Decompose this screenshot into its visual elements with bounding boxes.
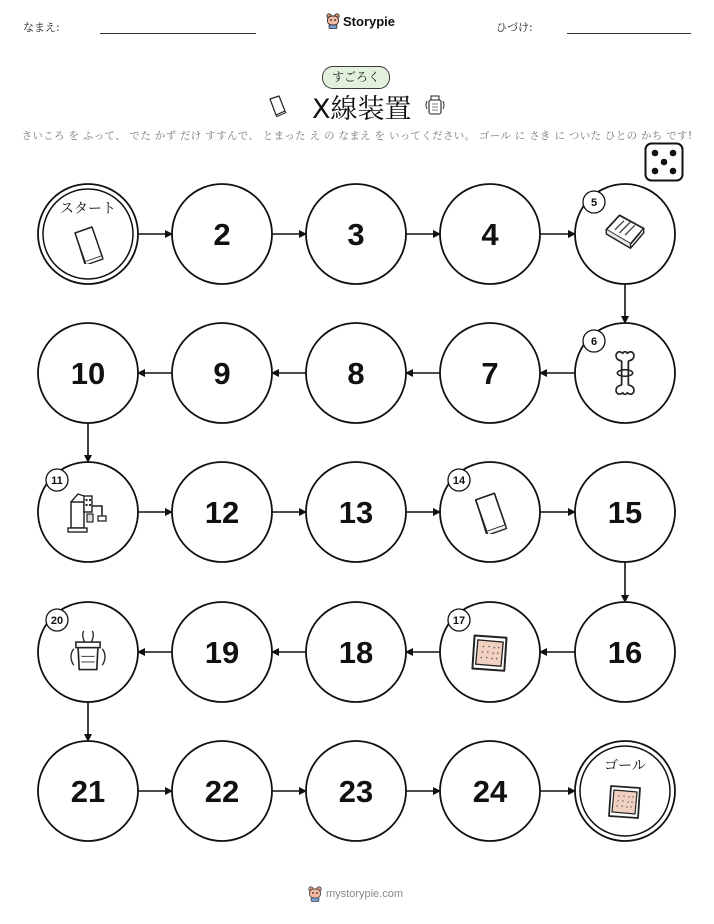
detector-panel-icon: [472, 636, 506, 671]
space-number: 21: [70, 774, 106, 809]
board-space-4: [440, 184, 540, 284]
space-number-badge-text: 20: [50, 615, 64, 627]
space-number: 2: [213, 217, 231, 252]
board-space-23: [306, 741, 406, 841]
board-space-22: [172, 741, 272, 841]
space-number: 24: [472, 774, 508, 809]
space-number-badge-text: 5: [590, 197, 598, 209]
space-number: 7: [481, 356, 499, 391]
space-number: 19: [204, 635, 240, 670]
goal-label: ゴール: [604, 758, 646, 774]
space-number: 10: [70, 356, 106, 391]
goal-space: [575, 741, 675, 841]
board-space-6: [575, 323, 675, 423]
board-space-19: [172, 602, 272, 702]
space-number: 22: [204, 774, 240, 809]
name-label: なまえ:: [23, 21, 60, 34]
space-number: 8: [347, 356, 365, 391]
board-space-11: [38, 462, 138, 562]
space-number: 18: [338, 635, 374, 670]
date-label: ひづけ:: [496, 21, 533, 34]
space-number-badge-text: 17: [452, 615, 466, 627]
board-space-12: [172, 462, 272, 562]
board-space-2: [172, 184, 272, 284]
board-space-21: [38, 741, 138, 841]
brand-name: Storypie: [343, 13, 396, 29]
space-number: 4: [481, 217, 499, 252]
instructions-text: さいころ を ふって、 でた かず だけ すすんで、 とまった え の なまえ を いってください。 ゴール に さき に ついた ひとの かち です!: [21, 130, 693, 142]
page-title: X線装置: [312, 94, 412, 125]
space-number: 13: [338, 495, 374, 530]
space-number-badge-text: 6: [590, 336, 598, 348]
board-space-10: [38, 323, 138, 423]
board-space-20: [38, 602, 138, 702]
board-space-17: [440, 602, 540, 702]
board-space-8: [306, 323, 406, 423]
board-space-13: [306, 462, 406, 562]
space-number: 16: [607, 635, 643, 670]
board-space-3: [306, 184, 406, 284]
space-number-badge-text: 11: [51, 475, 63, 487]
space-number: 12: [204, 495, 240, 530]
game-type-tag: すごろく: [322, 66, 390, 89]
board-space-18: [306, 602, 406, 702]
board-space-14: [440, 462, 540, 562]
board-space-15: [575, 462, 675, 562]
space-number: 15: [607, 495, 643, 530]
space-number-badge-text: 14: [452, 475, 466, 487]
footer-url: mystorypie.com: [326, 888, 404, 900]
board-space-7: [440, 323, 540, 423]
board-space-9: [172, 323, 272, 423]
board-space-5: [575, 184, 675, 284]
start-label: スタート: [60, 201, 116, 217]
board-space-16: [575, 602, 675, 702]
storypie-mascot-icon: [308, 886, 322, 902]
start-space: [38, 184, 138, 284]
space-number: 3: [347, 217, 365, 252]
board-space-24: [440, 741, 540, 841]
detector-panel-icon: [609, 786, 640, 818]
space-number: 23: [338, 774, 374, 809]
space-number: 9: [213, 356, 231, 391]
footer: [308, 886, 403, 902]
